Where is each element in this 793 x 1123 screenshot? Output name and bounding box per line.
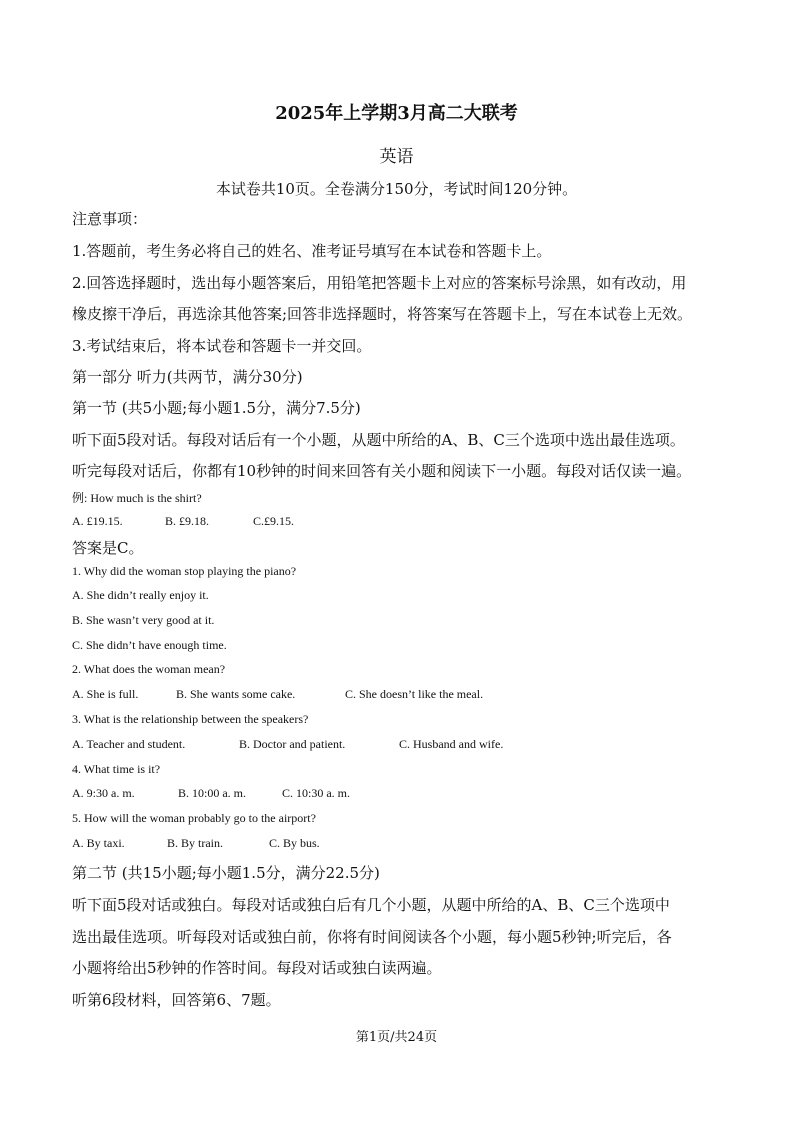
question-5-option-a: A. By taxi. [72,836,125,850]
example-question: 例: How much is the shirt? [72,491,202,505]
question-5-option-b: B. By train. [167,836,223,850]
question-1-option-b: B. She wasn’t very good at it. [72,613,215,627]
question-1-option-a: A. She didn’t really enjoy it. [72,588,209,602]
example-option-a: A. £19.15. [72,514,123,528]
question-2-option-c: C. She doesn’t like the meal. [345,687,484,701]
question-5-options [72,836,320,851]
page-footer: 第1页/共24页 [355,1030,438,1045]
question-3: 3. What is the relationship between the speakers? [72,712,309,726]
question-4: 4. What time is it? [72,762,161,776]
question-3-option-a: A. Teacher and student. [72,737,186,751]
exam-info: 本试卷共10页。全卷满分150分，考试时间120分钟。 [215,180,578,198]
section2-instruction-line-2: 选出最佳选项。听每段对话或独白前，你将有时间阅读各个小题，每小题5秒钟;听完后，各 [72,928,672,946]
section2-instruction-line-1: 听下面5段对话或独白。每段对话或独白后有几个小题，从题中所给的A、B、C三个选项中 [72,896,670,914]
question-4-option-b: B. 10:00 a. m. [178,786,246,800]
note-item-2-line-2: 橡皮擦干净后，再选涂其他答案;回答非选择题时，将答案写在答题卡上，写在本试卷上无效。 [72,305,693,323]
section1-instruction-line-1: 听下面5段对话。每段对话后有一个小题，从题中所给的A、B、C三个选项中选出最佳选项。 [72,431,685,449]
question-1-option-c: C. She didn’t have enough time. [72,638,227,652]
question-3-options [72,737,503,752]
note-item-2-line-1: 2.回答选择题时，选出每小题答案后，用铅笔把答题卡上对应的答案标号涂黑，如有改动，用 [72,274,687,292]
part1-heading: 第一部分 听力(共两节，满分30分) [72,368,303,386]
section2-heading: 第二节 (共15小题;每小题1.5分，满分22.5分) [72,864,380,882]
question-1: 1. Why did the woman stop playing the piano? [72,564,297,578]
question-2-option-b: B. She wants some cake. [176,687,296,701]
example-option-b: B. £9.18. [165,514,210,528]
material-6-instruction: 听第6段材料，回答第6、7题。 [72,991,281,1009]
section1-heading: 第一节 (共5小题;每小题1.5分，满分7.5分) [72,399,361,417]
example-option-c: C.£9.15. [253,514,295,528]
question-4-options [72,786,350,801]
section1-instruction-line-2: 听完每段对话后，你都有10秒钟的时间来回答有关小题和阅读下一小题。每段对话仅读一遍。 [72,462,692,480]
question-5-option-c: C. By bus. [269,836,320,850]
question-2-options [72,687,483,702]
question-4-option-a: A. 9:30 a. m. [72,786,135,800]
note-item-3: 3.考试结束后，将本试卷和答题卡一并交回。 [72,337,372,355]
example-options [72,514,294,529]
question-4-option-c: C. 10:30 a. m. [282,786,350,800]
question-2-option-a: A. She is full. [72,687,139,701]
question-5: 5. How will the woman probably go to the airport? [72,811,316,825]
question-3-option-c: C. Husband and wife. [399,737,504,751]
notes-heading: 注意事项： [72,210,148,228]
example-answer: 答案是C。 [72,539,144,557]
subject-title: 英语 [379,147,414,167]
note-item-1: 1.答题前，考生务必将自己的姓名、准考证号填写在本试卷和答题卡上。 [72,242,552,260]
question-2: 2. What does the woman mean? [72,662,226,676]
question-3-option-b: B. Doctor and patient. [239,737,346,751]
exam-title: 2025年上学期3月高二大联考 [275,103,518,124]
section2-instruction-line-3: 小题将给出5秒钟的作答时间。每段对话或独白读两遍。 [72,959,442,977]
